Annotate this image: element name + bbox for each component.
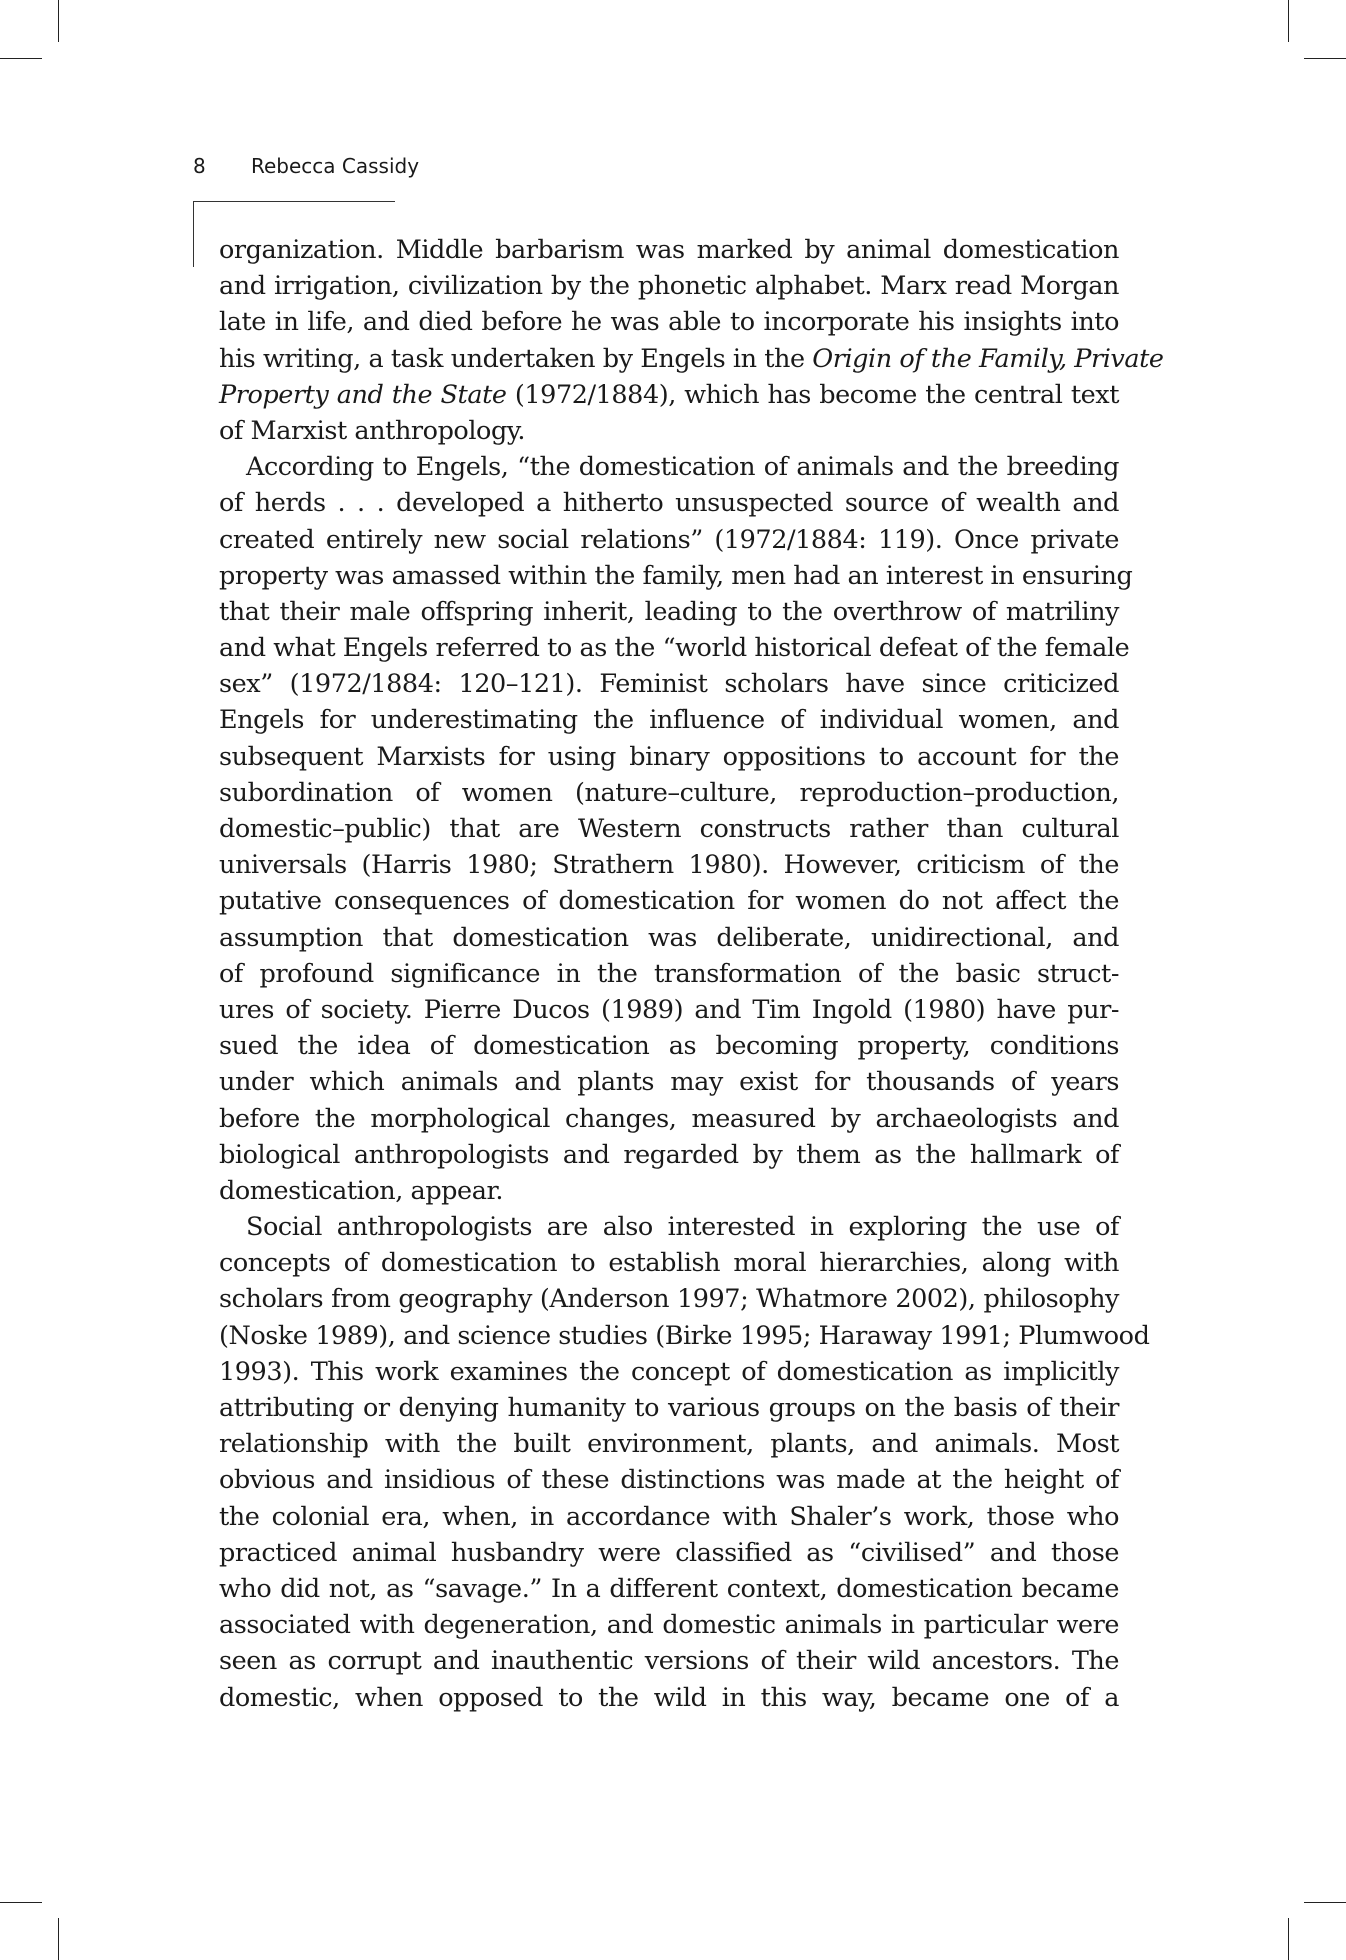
crop-mark — [1288, 0, 1289, 42]
text-line — [219, 992, 1119, 1028]
text-segment: relationship with the built environment, plants, and animals. Most — [219, 1429, 1119, 1460]
text-line — [219, 485, 1119, 521]
text-segment: domestic, when opposed to the wild in this way, became one of a — [219, 1682, 1119, 1713]
text-segment: According to Engels, “the domestication of animals and the breeding — [246, 452, 1119, 483]
text-line — [219, 232, 1119, 268]
text-segment: organization. Middle barbarism was marked by animal domestication — [219, 235, 1119, 265]
text-segment: domestication, appear. — [219, 1175, 504, 1206]
text-segment: seen as corrupt and inauthentic versions of their wild ancestors. The — [219, 1646, 1119, 1677]
text-line — [219, 1064, 1119, 1100]
text-segment: under which animals and plants may exist for thousands of years — [219, 1067, 1119, 1098]
italic-title: Origin of the Family, Private — [812, 343, 1164, 374]
text-line — [219, 1318, 1150, 1354]
text-line — [219, 1028, 1119, 1064]
header-rule — [193, 201, 395, 202]
text-line — [219, 1535, 1119, 1571]
text-segment: sued the idea of domestication as becoming property, conditions — [219, 1031, 1119, 1062]
text-line — [219, 1173, 1119, 1209]
text-line — [219, 739, 1119, 775]
text-line — [219, 304, 1119, 340]
crop-mark — [0, 1902, 42, 1903]
text-line — [219, 1281, 1119, 1317]
text-line — [219, 883, 1119, 919]
page-number: 8 — [193, 154, 206, 178]
text-line — [219, 449, 1119, 485]
text-segment: before the morphological changes, measured by archaeologists and — [219, 1103, 1119, 1134]
text-segment: putative consequences of domestication for women do not affect the — [219, 886, 1119, 917]
text-line — [219, 594, 1119, 630]
crop-mark — [1304, 1902, 1346, 1903]
text-segment: property was amassed within the family, men had an interest in ensuring — [219, 560, 1133, 591]
text-line — [219, 666, 1119, 702]
text-segment: and irrigation, civilization by the phonetic alphabet. Marx read Morgan — [219, 271, 1119, 302]
text-line — [219, 341, 1164, 377]
text-segment: of Marxist anthropology. — [219, 415, 526, 446]
text-segment: Engels for underestimating the influence of individual women, and — [219, 705, 1119, 736]
text-line — [219, 1499, 1119, 1535]
text-line — [219, 775, 1119, 811]
running-head — [193, 154, 419, 178]
crop-mark — [1288, 1918, 1289, 1960]
text-segment: ures of society. Pierre Ducos (1989) and Tim Ingold (1980) have pur- — [219, 994, 1119, 1025]
text-segment: obvious and insidious of these distinctions was made at the height of — [219, 1465, 1119, 1496]
text-segment: and what Engels referred to as the “world historical defeat of the female — [219, 633, 1130, 664]
text-segment: the colonial era, when, in accordance with Shaler’s work, those who — [219, 1501, 1119, 1532]
text-segment: of profound significance in the transformation of the basic struct- — [219, 958, 1119, 989]
text-segment: biological anthropologists and regarded by them as the hallmark of — [219, 1139, 1119, 1170]
text-line — [219, 630, 1130, 666]
header-rule-vertical — [193, 201, 194, 267]
text-segment: concepts of domestication to establish moral hierarchies, along with — [219, 1248, 1119, 1279]
body-text — [219, 232, 1164, 1716]
text-line — [219, 1245, 1119, 1281]
text-segment: of herds . . . developed a hitherto unsuspected source of wealth and — [219, 488, 1119, 519]
text-segment: subsequent Marxists for using binary oppositions to account for the — [219, 741, 1119, 772]
crop-mark — [58, 1918, 59, 1960]
text-segment: who did not, as “savage.” In a different context, domestication became — [219, 1573, 1119, 1604]
text-segment: that their male offspring inherit, leading to the overthrow of matriliny — [219, 596, 1119, 627]
text-line — [219, 1680, 1119, 1716]
text-segment: late in life, and died before he was able to incorporate his insights into — [219, 307, 1119, 338]
text-segment: (Noske 1989), and science studies (Birke 1995; Haraway 1991; Plumwood — [219, 1320, 1150, 1351]
text-segment: Social anthropologists are also interested in exploring the use of — [246, 1212, 1119, 1243]
text-segment: subordination of women (nature–culture, reproduction–production, — [219, 777, 1119, 808]
italic-title: Property and the State — [219, 379, 507, 410]
text-line — [219, 920, 1119, 956]
text-segment: attributing or denying humanity to various groups on the basis of their — [219, 1393, 1119, 1423]
text-segment: sex” (1972/1884: 120–121). Feminist scholars have since criticized — [219, 669, 1119, 700]
text-line — [219, 1390, 1119, 1426]
text-segment: 1993). This work examines the concept of domestication as implicitly — [219, 1356, 1119, 1387]
crop-mark — [0, 58, 42, 59]
text-line — [219, 1101, 1119, 1137]
text-segment: created entirely new social relations” (1972/1884: 119). Once private — [219, 524, 1119, 555]
text-line — [219, 1137, 1119, 1173]
text-segment: universals (Harris 1980; Strathern 1980). However, criticism of the — [219, 850, 1119, 881]
text-line — [219, 1643, 1119, 1679]
running-head-author: Rebecca Cassidy — [251, 154, 420, 178]
text-line — [219, 847, 1119, 883]
crop-mark — [1304, 58, 1346, 59]
text-line — [219, 268, 1119, 304]
text-line — [219, 1571, 1119, 1607]
text-line — [219, 1462, 1119, 1498]
text-line — [219, 1607, 1119, 1643]
text-segment: his writing, a task undertaken by Engels in the — [219, 343, 813, 374]
text-segment: domestic–public) that are Western constructs rather than cultural — [219, 814, 1119, 844]
text-line — [219, 956, 1119, 992]
text-line — [219, 1209, 1119, 1245]
crop-mark — [58, 0, 59, 42]
text-line — [219, 702, 1119, 738]
text-line — [219, 377, 1119, 413]
text-line — [219, 1354, 1119, 1390]
text-line — [219, 522, 1119, 558]
text-segment: assumption that domestication was deliberate, unidirectional, and — [219, 922, 1119, 953]
text-line — [219, 558, 1133, 594]
text-segment: (1972/1884), which has become the central text — [506, 379, 1120, 410]
text-segment: associated with degeneration, and domestic animals in particular were — [219, 1610, 1119, 1641]
text-line — [219, 811, 1119, 847]
text-line — [219, 413, 1119, 449]
text-segment: practiced animal husbandry were classified as “civilised” and those — [219, 1537, 1119, 1568]
text-line — [219, 1426, 1119, 1462]
text-segment: scholars from geography (Anderson 1997; Whatmore 2002), philosophy — [219, 1284, 1119, 1315]
